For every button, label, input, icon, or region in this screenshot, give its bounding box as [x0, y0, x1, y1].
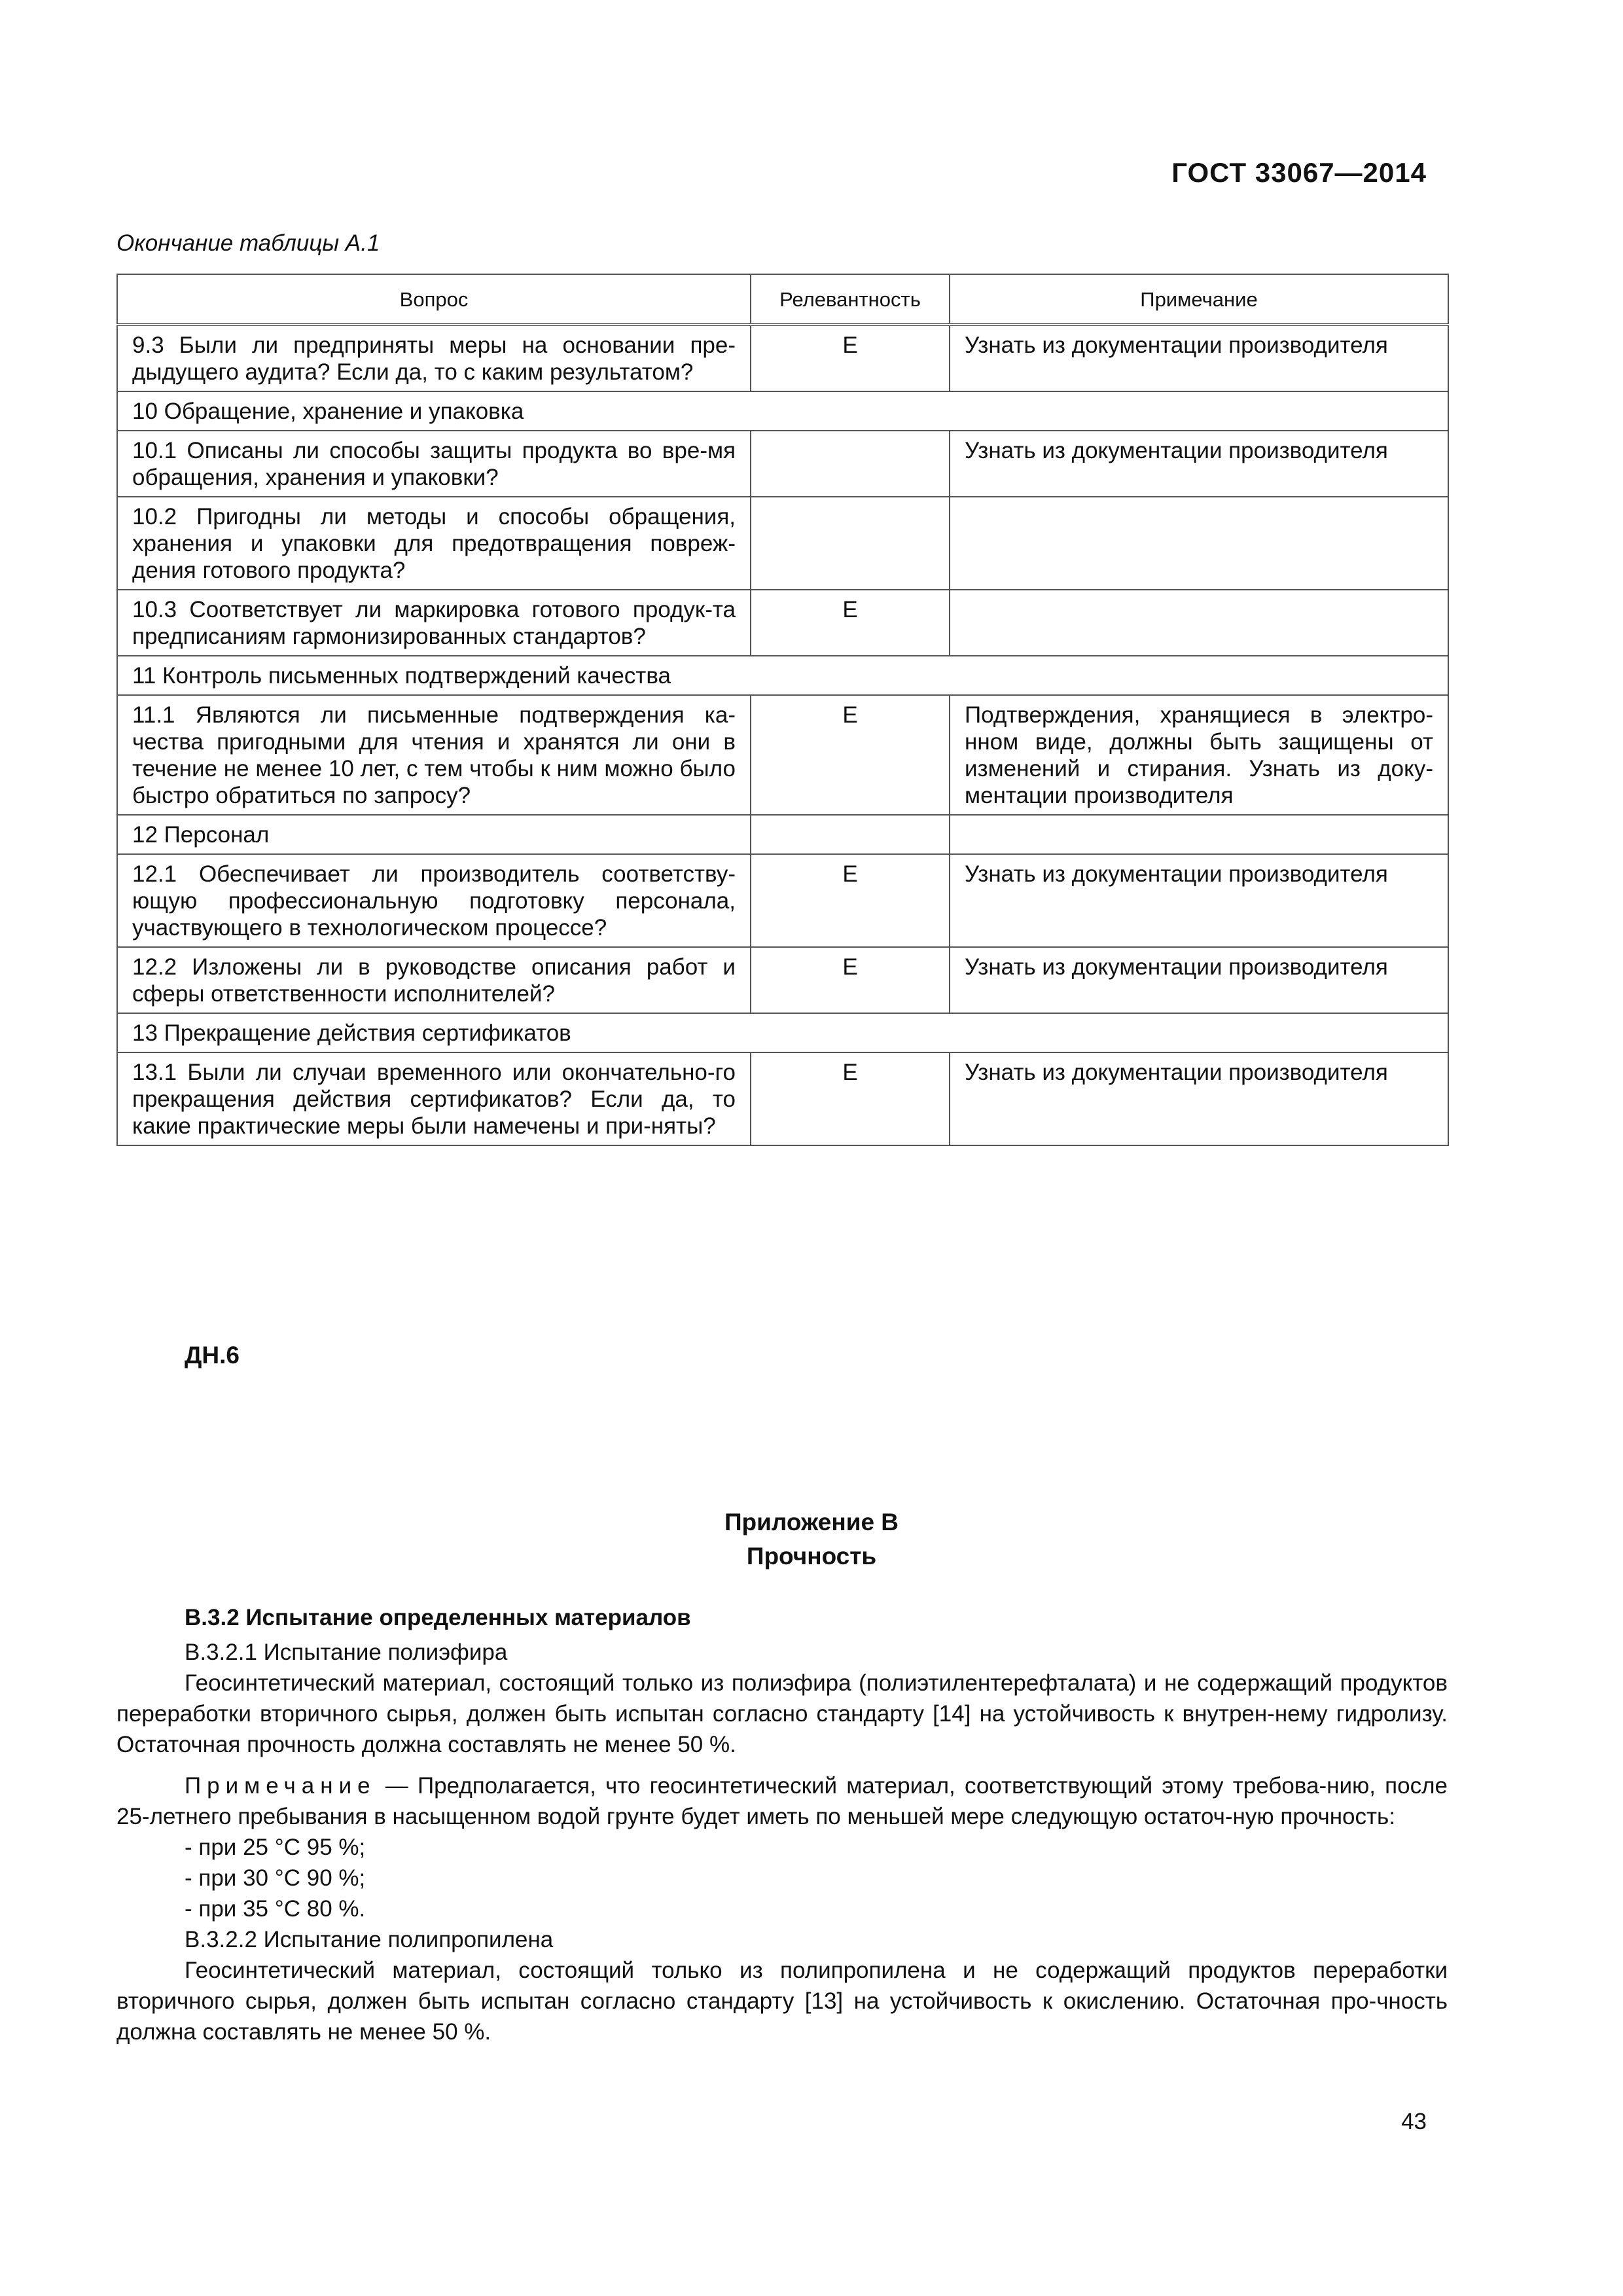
note-cell	[950, 590, 1448, 656]
relevance-cell	[751, 431, 950, 497]
note-text: — Предполагается, что геосинтетический материал, соответствующий этому требова-нию, после 25-летнего пребывания в насыщенном водой грунте будет иметь по меньшей мере следующую остаточ-ную прочность:	[116, 1773, 1448, 1829]
table-caption: Окончание таблицы А.1	[116, 230, 380, 256]
section-title: 12 Персонал	[117, 815, 751, 854]
table-section-row	[117, 815, 1448, 854]
question-cell: 10.2 Пригодны ли методы и способы обращения, хранения и упаковки для предотвращения повреж-дения готового продукта?	[117, 497, 751, 590]
relevance-cell: E	[751, 695, 950, 815]
note-cell	[950, 497, 1448, 590]
table-header-row	[117, 274, 1448, 325]
note-cell: Узнать из документации производителя	[950, 854, 1448, 947]
question-cell: 12.2 Изложены ли в руководстве описания работ и сферы ответственности исполнителей?	[117, 947, 751, 1013]
section-title: 10 Обращение, хранение и упаковка	[117, 391, 1448, 431]
column-header-relevance: Релевантность	[751, 274, 950, 325]
column-header-note: Примечание	[950, 274, 1448, 325]
appendix-title: Приложение В	[724, 1509, 899, 1535]
empty-cell	[950, 815, 1448, 854]
list-item: - при 30 °С 90 %;	[185, 1865, 366, 1891]
question-cell: 12.1 Обеспечивает ли производитель соответству-ющую профессиональную подготовку персонала, участвующего в технологическом процессе?	[117, 854, 751, 947]
question-cell: 10.3 Соответствует ли маркировка готового продук-та предписаниям гармонизированных стандартов?	[117, 590, 751, 656]
table-row	[117, 590, 1448, 656]
page-number: 43	[1401, 2109, 1427, 2134]
note-cell: Узнать из документации производителя	[950, 325, 1448, 391]
note-cell: Узнать из документации производителя	[950, 1052, 1448, 1145]
note-cell: Узнать из документации производителя	[950, 947, 1448, 1013]
note-label: Примечание	[185, 1773, 376, 1799]
table-section-row	[117, 656, 1448, 695]
appendix-heading	[0, 1505, 1623, 1573]
requirements-table	[116, 274, 1449, 1146]
relevance-cell: E	[751, 325, 950, 391]
question-cell: 10.1 Описаны ли способы защиты продукта во вре-мя обращения, хранения и упаковки?	[117, 431, 751, 497]
list-item: - при 25 °С 95 %;	[185, 1835, 366, 1860]
question-cell: 13.1 Были ли случаи временного или окончательно-го прекращения действия сертификатов? Если да, то какие практические меры были намечены и при-няты?	[117, 1052, 751, 1145]
table-row	[117, 854, 1448, 947]
relevance-cell	[751, 497, 950, 590]
table-row	[117, 497, 1448, 590]
paragraph: Геосинтетический материал, состоящий только из полиэфира (полиэтилентерефталата) и не содержащий продуктов переработки вторичного сырья, должен быть испытан согласно стандарту [14] на устойчивость к внутрен-нему гидролизу. Остаточная прочность должна составлять не менее 50 %.	[116, 1670, 1448, 1757]
relevance-cell: E	[751, 1052, 950, 1145]
paragraph: Геосинтетический материал, состоящий только из полипропилена и не содержащий продуктов переработки вторичного сырья, должен быть испытан согласно стандарту [13] на устойчивость к окислению. Остаточная про-чность должна составлять не менее 50 %.	[116, 1958, 1448, 2045]
relevance-cell: E	[751, 947, 950, 1013]
table-row	[117, 695, 1448, 815]
table-row	[117, 947, 1448, 1013]
document-standard-header: ГОСТ 33067—2014	[1171, 157, 1427, 188]
list-item: - при 35 °С 80 %.	[185, 1896, 366, 1922]
section-title: 13 Прекращение действия сертификатов	[117, 1013, 1448, 1052]
appendix-subtitle: Прочность	[746, 1543, 877, 1570]
table-section-row	[117, 1013, 1448, 1052]
section-heading: В.3.2 Испытание определенных материалов	[185, 1605, 691, 1630]
note-cell: Узнать из документации производителя	[950, 431, 1448, 497]
appendix-body	[116, 1602, 1448, 2047]
table-row	[117, 1052, 1448, 1145]
table-row	[117, 325, 1448, 391]
relevance-cell: E	[751, 590, 950, 656]
section-title: 11 Контроль письменных подтверждений качества	[117, 656, 1448, 695]
empty-cell	[751, 815, 950, 854]
note-paragraph	[116, 1770, 1448, 1832]
relevance-cell: E	[751, 854, 950, 947]
question-cell: 9.3 Были ли предприняты меры на основании пре-дыдущего аудита? Если да, то с каким результатом?	[117, 325, 751, 391]
table-row	[117, 431, 1448, 497]
table-section-row	[117, 391, 1448, 431]
note-cell: Подтверждения, хранящиеся в электро-нном виде, должны быть защищены от изменений и стирания. Узнать из доку-ментации производителя	[950, 695, 1448, 815]
subsection-title: В.3.2.2 Испытание полипропилена	[185, 1927, 554, 1952]
dn6-label: ДН.6	[185, 1342, 240, 1369]
column-header-question: Вопрос	[117, 274, 751, 325]
question-cell: 11.1 Являются ли письменные подтверждения ка-чества пригодными для чтения и хранятся ли они в течение не менее 10 лет, с тем чтобы к ним можно было быстро обратиться по запросу?	[117, 695, 751, 815]
subsection-title: В.3.2.1 Испытание полиэфира	[185, 1640, 508, 1665]
